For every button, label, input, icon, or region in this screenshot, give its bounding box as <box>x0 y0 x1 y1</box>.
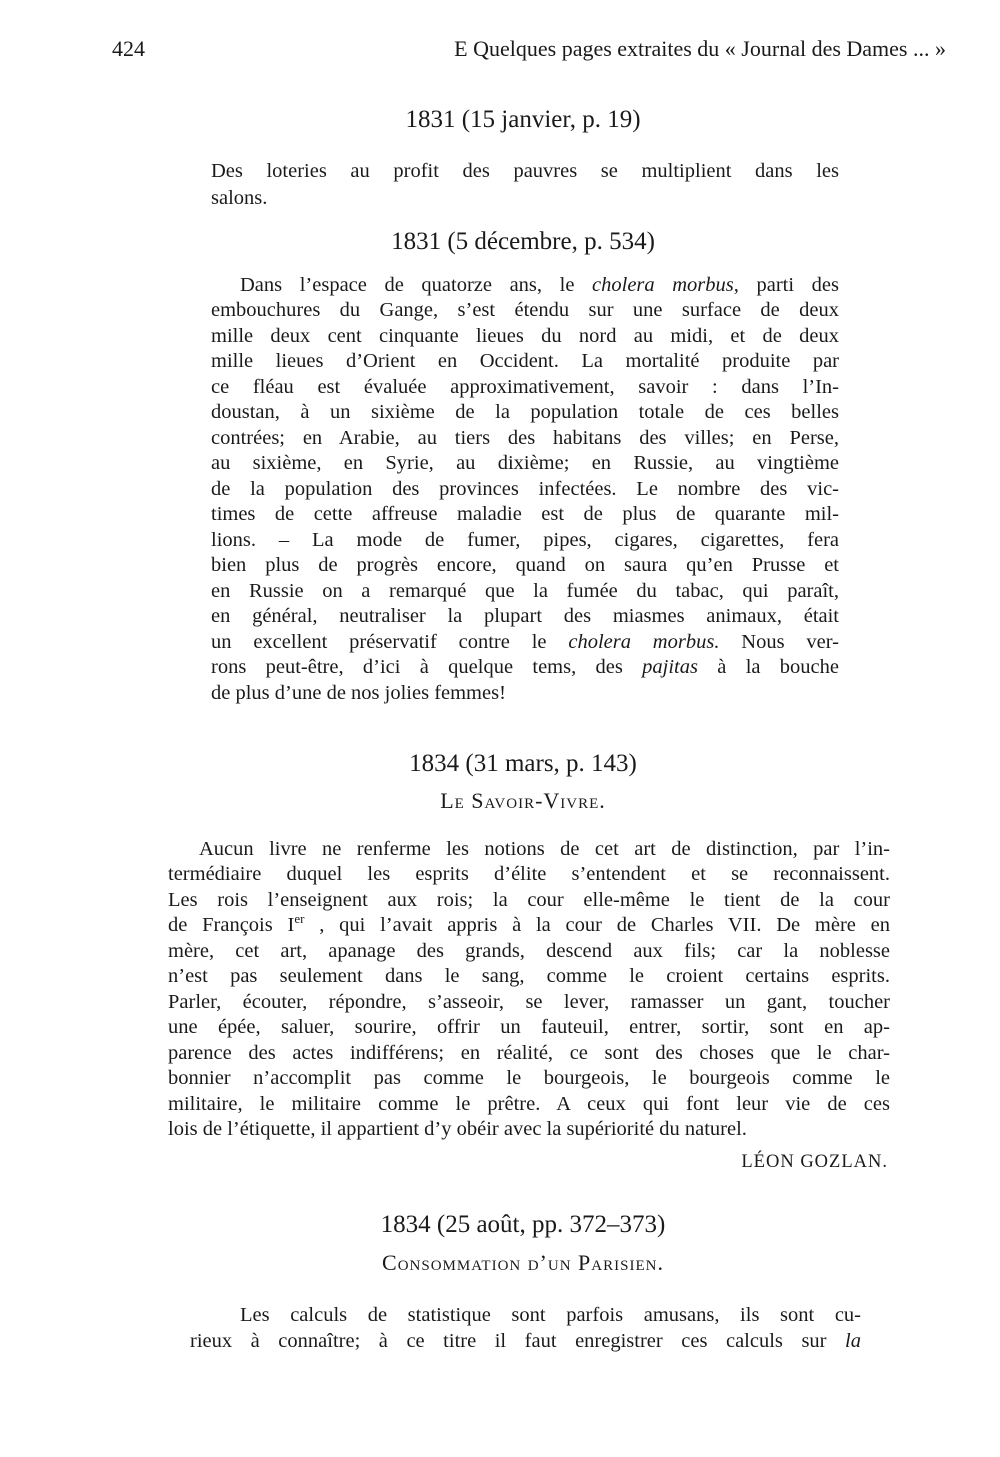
paragraph-line: Aucun livre ne renferme les notions de cet art de distinction, par l’in- <box>199 838 890 860</box>
author-signature: LÉON GOZLAN. <box>741 1152 888 1172</box>
article-title-savoir-vivre: Le Savoir-Vivre. <box>440 788 606 813</box>
paragraph-line: termédiaire duquel les esprits d’élite s’entendent et se reconnaissent. <box>168 863 890 885</box>
paragraph-line: en général, neutraliser la plupart des miasmes animaux, était <box>211 605 839 627</box>
paragraph-line: mille lieues d’Orient en Occident. La mortalité produite par <box>211 350 839 372</box>
paragraph-line: rieux à connaître; à ce titre il faut enregistrer ces calculs sur la <box>190 1330 861 1352</box>
italic-term: cholera morbus <box>592 274 734 296</box>
paragraph-line: de François Ier , qui l’avait appris à la cour de Charles VII. De mère en <box>168 911 890 936</box>
paragraph-line: mère, cet art, apanage des grands, descend aux fils; car la noblesse <box>168 940 890 962</box>
running-head <box>0 36 1000 66</box>
paragraph-line: Dans l’espace de quatorze ans, le cholera morbus, parti des <box>240 274 839 296</box>
paragraph-line: un excellent préservatif contre le cholera morbus. Nous ver- <box>211 631 840 653</box>
paragraph-line: lions. – La mode de fumer, pipes, cigares, cigarettes, fera <box>211 529 839 551</box>
running-title: E Quelques pages extraites du « Journal des Dames ... » <box>454 36 946 61</box>
paragraph-line: Des loteries au profit des pauvres se multiplient dans les <box>211 160 839 182</box>
paragraph-line: Parler, écouter, répondre, s’asseoir, se lever, ramasser un gant, toucher <box>168 991 890 1013</box>
paragraph-line: militaire, le militaire comme le prêtre. A ceux qui font leur vie de ces <box>168 1093 890 1115</box>
paragraph-line: bonnier n’accomplit pas comme le bourgeois, le bourgeois comme le <box>168 1067 890 1089</box>
paragraph-line: times de cette affreuse maladie est de plus de quarante mil- <box>211 503 839 525</box>
section-heading-1831-janvier: 1831 (15 janvier, p. 19) <box>405 106 641 133</box>
paragraph-line: en Russie on a remarqué que la fumée du tabac, qui paraît, <box>211 580 839 602</box>
paragraph-line: rons peut-être, d’ici à quelque tems, des pajitas à la bouche <box>211 656 839 678</box>
italic-term: pajitas <box>642 656 698 678</box>
paragraph-line: contrées; en Arabie, au tiers des habitans des villes; en Perse, <box>211 427 839 449</box>
paragraph-line: de plus d’une de nos jolies femmes! <box>211 682 506 704</box>
article-title-consommation: Consommation d’un Parisien. <box>382 1250 664 1275</box>
paragraph-line: une épée, saluer, sourire, offrir un fauteuil, entrer, sortir, sont en ap- <box>168 1016 890 1038</box>
section-heading-1834-mars: 1834 (31 mars, p. 143) <box>409 750 637 777</box>
paragraph-line: bien plus de progrès encore, quand on saura qu’en Prusse et <box>211 554 839 576</box>
paragraph-line: mille deux cent cinquante lieues du nord au midi, et de deux <box>211 325 839 347</box>
page-number: 424 <box>112 36 145 61</box>
paragraph-line: de la population des provinces infectées. Le nombre des vic- <box>211 478 839 500</box>
paragraph-line: doustan, à un sixième de la population totale de ces belles <box>211 401 839 423</box>
paragraph-line: salons. <box>211 187 268 209</box>
paragraph-line: Les calculs de statistique sont parfois amusans, ils sont cu- <box>240 1304 861 1326</box>
paragraph-line: n’est pas seulement dans le sang, comme le croient certains esprits. <box>168 965 890 987</box>
section-heading-1834-aout: 1834 (25 août, pp. 372–373) <box>380 1211 666 1238</box>
paragraph-line: embouchures du Gange, s’est étendu sur une surface de deux <box>211 299 839 321</box>
section-heading-1831-decembre: 1831 (5 décembre, p. 534) <box>391 228 655 255</box>
paragraph-line: ce fléau est évaluée approximativement, savoir : dans l’In- <box>211 376 839 398</box>
paragraph-line: Les rois l’enseignent aux rois; la cour elle-même le tient de la cour <box>168 889 890 911</box>
superscript: er <box>294 911 305 926</box>
paragraph-line: lois de l’étiquette, il appartient d’y obéir avec la supériorité du naturel. <box>168 1118 747 1140</box>
paragraph-line: parence des actes indifférens; en réalité, ce sont des choses que le char- <box>168 1042 890 1064</box>
italic-term: la <box>845 1330 861 1352</box>
paragraph-line: au sixième, en Syrie, au dixième; en Russie, au vingtième <box>211 452 839 474</box>
italic-term: cholera morbus. <box>568 631 720 653</box>
